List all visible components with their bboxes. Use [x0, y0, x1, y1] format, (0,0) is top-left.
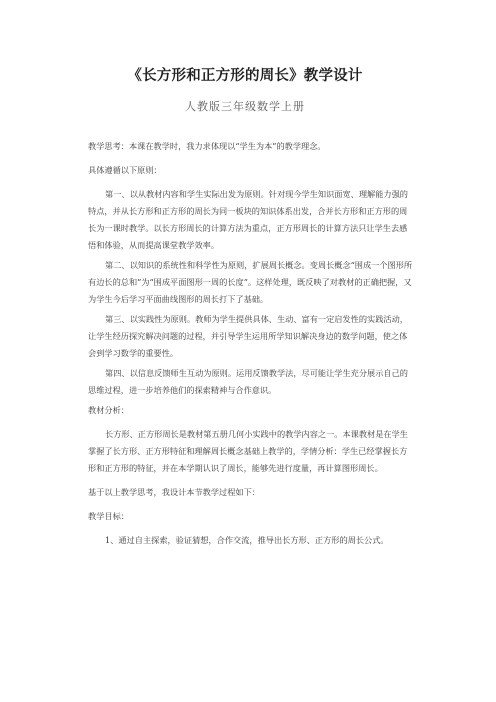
document-body: [88, 138, 414, 549]
paragraph-principle-4: 第四、以信息反馈师生互动为原则。运用反馈教学法，尽可能让学生充分展示自己的思维过程，进一步培养他们的探索精神与合作意识。: [88, 368, 408, 395]
document-title: 《长方形和正方形的周长》教学设计: [127, 68, 363, 84]
paragraph-principles-intro: 具体遵循以下原则：: [88, 165, 162, 175]
heading-textbook-analysis: 教材分析：: [88, 405, 129, 415]
paragraph-textbook-analysis: 长方形、正方形周长是教材第五册几何小实践中的教学内容之一。本课教材是在学生掌握了长方形、正方形特征和理解周长概念基础上教学的，学情分析：学生已经掌握长方形和正方形的特征，并在本学期认识了周长，能够先进行度量，再计算图形周长。: [88, 429, 408, 473]
paragraph-process-intro: 基于以上教学思考，我设计本节教学过程如下：: [88, 487, 260, 497]
paragraph-principle-3: 第三、以实践性为原则。教师为学生提供具体、生动、富有一定启发性的实践活动，让学生经历探究解决问题的过程，并引导学生运用所学知识解决身边的数学问题，使之体会到学习数学的重要性。: [88, 314, 408, 358]
paragraph-principle-2: 第二、以知识的系统性和科学性为原则，扩展周长概念。变周长概念“围成一个图形所有边长的总和”为“围成平面图形一周的长度”。这样处理，既反映了对教材的正确把握，又为学生今后学习平面曲线图形的周长打下了基础。: [88, 260, 413, 304]
heading-teaching-goals: 教学目标：: [88, 511, 129, 521]
paragraph-teaching-thoughts: 教学思考：本课在教学时，我力求体现以“学生为本”的教学理念。: [88, 141, 326, 151]
paragraph-principle-1: 第一、以从教材内容和学生实际出发为原则。针对现今学生知识面宽、理解能力强的特点，并从长方形和正方形的周长为同一板块的知识体系出发，合并长方形和正方形的周长为一课时教学。以长方形周长的计算方法为重点，正方形周长的计算方法只让学生去感悟和体验，从而提高课堂教学效率。: [88, 189, 408, 250]
document-subtitle: 人教版三年级数学上册: [185, 100, 305, 113]
paragraph-goal-1: 1、通过自主探索，验证猜想，合作交流，推导出长方形、正方形的周长公式。: [105, 535, 389, 545]
